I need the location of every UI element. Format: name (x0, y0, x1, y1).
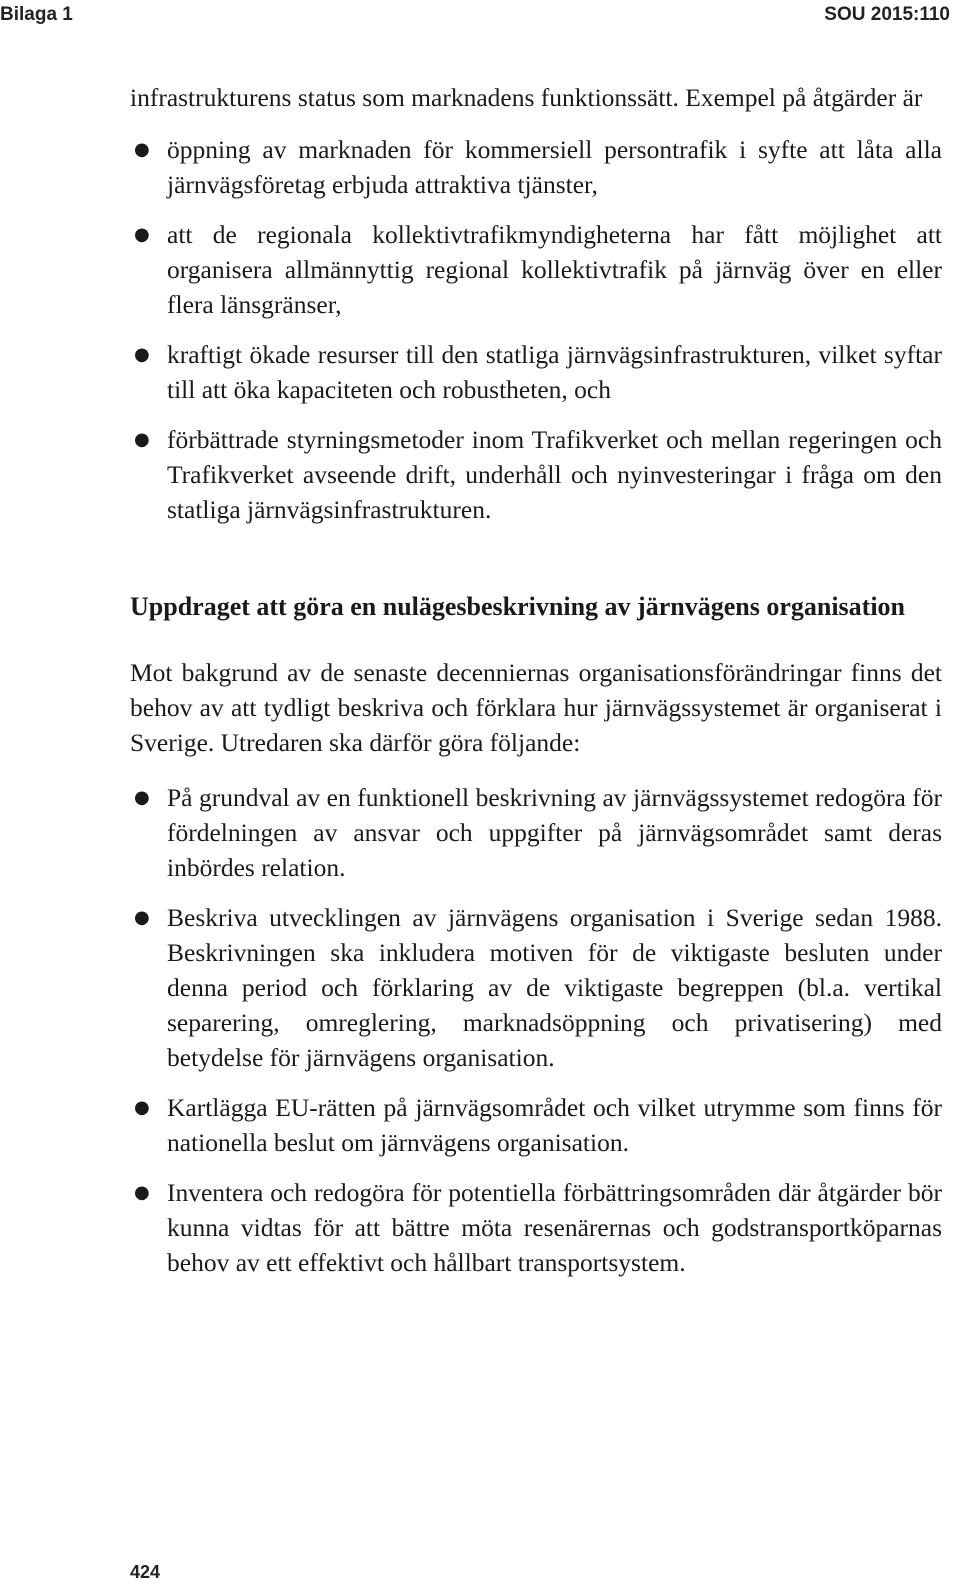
bullet-icon: ● (134, 429, 150, 450)
bullet-icon: ● (134, 224, 150, 245)
intro-paragraph: infrastrukturens status som marknadens funktionssätt. Exempel på åtgärder är (130, 83, 923, 112)
section-heading: Uppdraget att göra en nulägesbeskrivning av järnvägens organisation (130, 592, 905, 621)
page-number: 424 (130, 1562, 161, 1582)
bullet-icon: ● (134, 907, 150, 928)
list-item: ● På grundval av en funktionell beskrivning av järnvägssystemet redogöra för fördelningen av ansvar och uppgifter på järnvägsområdet samt deras inbördes relation. (130, 780, 942, 885)
list-item: ● Beskriva utvecklingen av järnvägens organisation i Sverige sedan 1988. Beskrivningen ska inkludera motiven för de viktigaste besluten under denna period och förklaring av de viktigaste begreppen (bl.a. vertikal separering, omreglering, marknadsöppning och privatisering) med betydelse för järnvägens organisation. (130, 900, 942, 1075)
bullet-icon: ● (134, 787, 150, 808)
page-body (130, 80, 942, 1280)
measures-list (130, 132, 942, 527)
tasks-list (130, 780, 942, 1280)
list-item: ● öppning av marknaden för kommersiell persontrafik i syfte att låta alla järnvägsföretag erbjuda attraktiva tjänster, (130, 132, 942, 202)
header-appendix-label: Bilaga 1 (0, 4, 73, 25)
list-item: ● Inventera och redogöra för potentiella förbättringsområden där åtgärder bör kunna vidtas för att bättre möta resenärernas och godstransportköparnas behov av ett effektivt och hållbart transportsystem. (130, 1175, 942, 1280)
list-item: ● att de regionala kollektivtrafikmyndigheterna har fått möjlighet att organisera allmännyttig regional kollektivtrafik på järnväg över en eller flera länsgränser, (130, 217, 942, 322)
bullet-icon: ● (134, 1097, 150, 1118)
list-item: ● Kartlägga EU-rätten på järnvägsområdet och vilket utrymme som finns för nationella beslut om järnvägens organisation. (130, 1090, 942, 1160)
list-item: ● förbättrade styrningsmetoder inom Trafikverket och mellan regeringen och Trafikverket avseende drift, underhåll och nyinvesteringar i fråga om den statliga järnvägsinfrastrukturen. (130, 422, 942, 527)
header-document-id: SOU 2015:110 (824, 4, 950, 25)
bullet-icon: ● (134, 1182, 150, 1203)
list-item: ● kraftigt ökade resurser till den statliga järnvägsinfrastrukturen, vilket syftar till att öka kapaciteten och robustheten, och (130, 337, 942, 407)
bullet-icon: ● (134, 139, 150, 160)
bullet-icon: ● (134, 344, 150, 365)
section-paragraph: Mot bakgrund av de senaste decenniernas organisationsförändringar finns det behov av att tydligt beskriva och förklara hur järnvägssystemet är organiserat i Sverige. Utredaren ska därför göra följande: (130, 658, 942, 757)
